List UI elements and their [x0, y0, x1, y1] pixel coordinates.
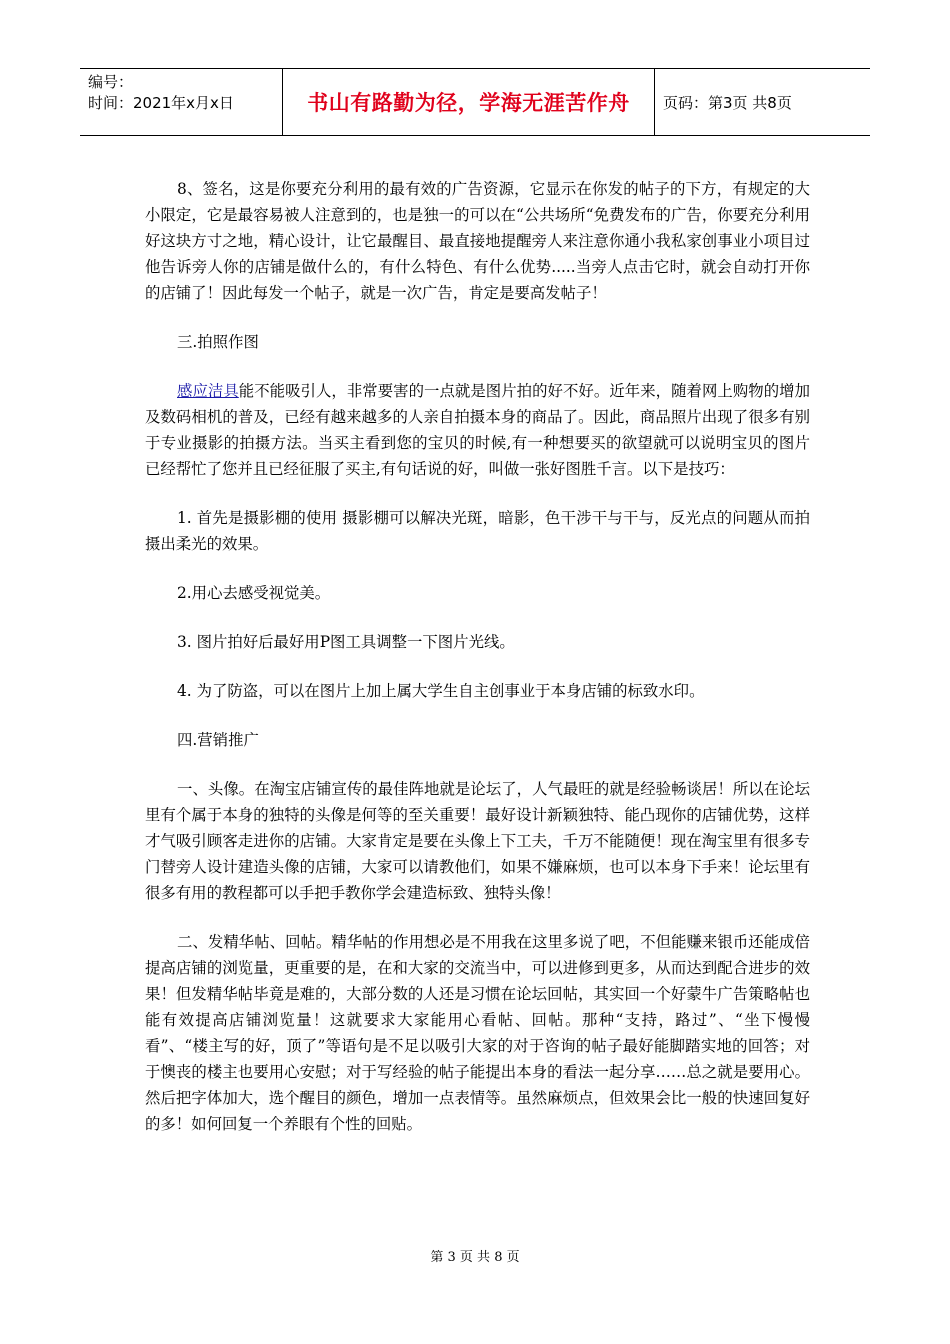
time-label: 时间：2021年x月x日 [88, 94, 234, 112]
document-body [145, 176, 810, 1160]
tip-item-4: 4. 为了防盗，可以在图片上加上属大学生自主创事业于本身店铺的标致水印。 [177, 682, 705, 700]
tip-item-2: 2.用心去感受视觉美。 [177, 584, 331, 602]
tip-item-1: 1. 首先是摄影棚的使用 摄影棚可以解决光斑，暗影，色干涉干与干与，反光点的问题从而拍摄出柔光的效果。 [145, 509, 810, 553]
section-heading-marketing: 四.营销推广 [177, 731, 259, 749]
paragraph-signature: 8、签名，这是你要充分利用的最有效的广告资源，它显示在你发的帖子的下方，有规定的大小限定，它是最容易被人注意到的，也是独一的可以在“公共场所“免费发布的广告，你要充分利用好这块方寸之地，精心设计，让它最醒目、最直接地提醒旁人来注意你通小我私家创事业小项目过他告诉旁人你的店铺是做什么的，有什么特色、有什么优势.....当旁人点击它时，就会自动打开你的店铺了！因此每发一个帖子，就是一次广告，肯定是要高发帖子！ [145, 180, 810, 302]
section-heading-photo: 三.拍照作图 [177, 333, 259, 351]
number-label: 编号： [88, 73, 134, 91]
paragraph-photo-intro-text: 能不能吸引人，非常要害的一点就是图片拍的好不好。近年来，随着网上购物的增加及数码相机的普及，已经有越来越多的人亲自拍摄本身的商品了。因此，商品照片出现了很多有别于专业摄影的拍摄方法。当买主看到您的宝贝的时候,有一种想要买的欲望就可以说明宝贝的图片已经帮忙了您并且已经征服了买主,有句话说的好，叫做一张好图胜千言。以下是技巧： [145, 382, 810, 478]
header-left-cell [80, 69, 282, 135]
page-footer: 第 3 页 共 8 页 [430, 1250, 520, 1265]
paragraph-photo-intro [145, 378, 810, 482]
link-sensor-sanitary[interactable]: 感应洁具 [177, 382, 239, 400]
page-info: 页码：第3页 共8页 [663, 93, 792, 112]
motto: 书山有路勤为径，学海无涯苦作舟 [282, 69, 655, 135]
paragraph-posts: 二、发精华帖、回帖。精华帖的作用想必是不用我在这里多说了吧，不但能赚来银币还能成倍提高店铺的浏览量，更重要的是，在和大家的交流当中，可以进修到更多，从而达到配合进步的效果！但发精华帖毕竟是难的，大部分数的人还是习惯在论坛回帖，其实回一个好蒙牛广告策略帖也能有效提高店铺浏览量！这就要求大家能用心看帖、回帖。那种“支持，路过”、“坐下慢慢看”、“楼主写的好，顶了”等语句是不足以吸引大家的对于咨询的帖子最好能脚踏实地的回答；对于懊丧的楼主也要用心安慰；对于写经验的帖子能提出本身的看法一起分享……总之就是要用心。然后把字体加大，选个醒目的颜色，增加一点表情等。虽然麻烦点，但效果会比一般的快速回复好的多！如何回复一个养眼有个性的回贴。 [145, 933, 810, 1133]
paragraph-avatar: 一、头像。在淘宝店铺宣传的最佳阵地就是论坛了，人气最旺的就是经验畅谈居！所以在论坛里有个属于本身的独特的头像是何等的至关重要！最好设计新颖独特、能凸现你的店铺优势，这样才气吸引顾客走进你的店铺。大家肯定是要在头像上下工夫，千万不能随便！现在淘宝里有很多专门替旁人设计建造头像的店铺，大家可以请教他们，如果不嫌麻烦，也可以本身下手来！论坛里有很多有用的教程都可以手把手教你学会建造标致、独特头像！ [145, 780, 810, 902]
header-table [80, 68, 870, 136]
tip-item-3: 3. 图片拍好后最好用P图工具调整一下图片光线。 [177, 633, 515, 651]
